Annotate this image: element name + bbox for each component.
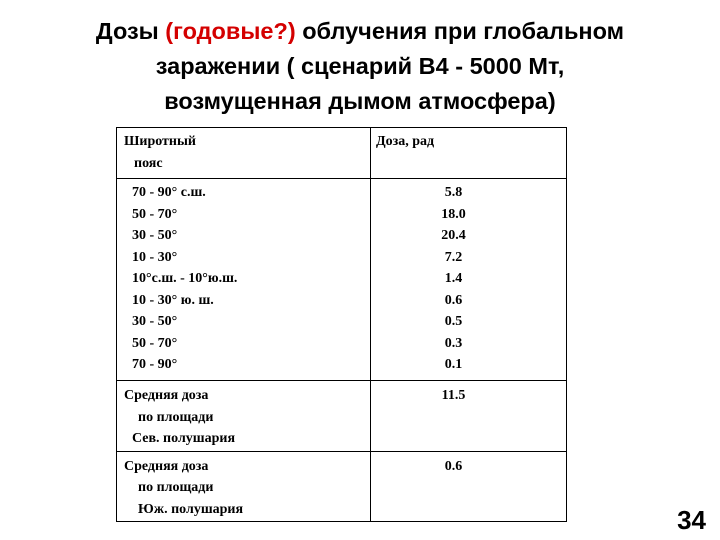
zone-label: 30 - 50°: [132, 314, 178, 330]
south-average-label: Средняя доза: [124, 458, 209, 474]
header-zone-cell: [117, 128, 371, 179]
zone-label: 50 - 70°: [132, 206, 178, 222]
dose-value: 5.8: [444, 185, 463, 201]
north-average-label: Средняя доза: [124, 388, 209, 404]
table-header-row: [117, 128, 567, 179]
north-average-value: 11.5: [441, 388, 466, 404]
north-average-label-3: Сев. полушария: [132, 431, 236, 447]
north-average-label-2: по площади: [138, 409, 214, 425]
south-average-label-2: по площади: [138, 480, 214, 496]
zone-label: 10 - 30° ю. ш.: [132, 292, 214, 308]
header-zone-label: Широтный: [124, 134, 196, 149]
zone-label: 10°с.ш. - 10°ю.ш.: [132, 271, 238, 287]
dose-value: 0.6: [444, 292, 463, 308]
zones-cell: [117, 179, 371, 381]
title-line-1: [0, 14, 720, 49]
dose-table: [116, 127, 567, 522]
zones-row: [117, 179, 567, 381]
header-dose-label: Доза, рад: [376, 134, 435, 149]
slide-title: [0, 14, 720, 119]
title-line-2: заражении ( сценарий В4 - 5000 Мт,: [155, 53, 565, 79]
title-text-start: Дозы: [95, 18, 166, 44]
south-average-label-3: Юж. полушария: [138, 501, 244, 517]
header-dose-cell: [371, 128, 567, 179]
zone-label: 10 - 30°: [132, 249, 178, 265]
north-average-label-cell: [117, 381, 371, 451]
south-average-label-cell: [117, 451, 371, 521]
zone-label: 70 - 90° с.ш.: [132, 185, 206, 201]
dose-value: 1.4: [444, 271, 463, 287]
dose-value: 0.5: [444, 314, 463, 330]
doses-cell: [371, 179, 567, 381]
south-average-value-cell: [371, 451, 567, 521]
north-average-row: [117, 381, 567, 451]
dose-value: 7.2: [444, 249, 463, 265]
dose-value: 0.1: [444, 357, 463, 373]
south-average-row: [117, 451, 567, 521]
slide-number: 34: [677, 505, 706, 535]
dose-value: 18.0: [441, 206, 466, 222]
header-zone-label-2: пояс: [134, 155, 163, 171]
north-average-value-cell: [371, 381, 567, 451]
dose-value: 20.4: [441, 228, 466, 244]
zone-label: 50 - 70°: [132, 335, 178, 351]
south-average-value: 0.6: [444, 458, 463, 474]
zone-label: 30 - 50°: [132, 228, 178, 244]
title-highlight: (годовые?): [165, 18, 296, 44]
title-line-3: возмущенная дымом атмосфера): [164, 88, 556, 114]
dose-value: 0.3: [444, 335, 463, 351]
zone-label: 70 - 90°: [132, 357, 178, 373]
title-text-end: облучения при глобальном: [295, 18, 625, 44]
